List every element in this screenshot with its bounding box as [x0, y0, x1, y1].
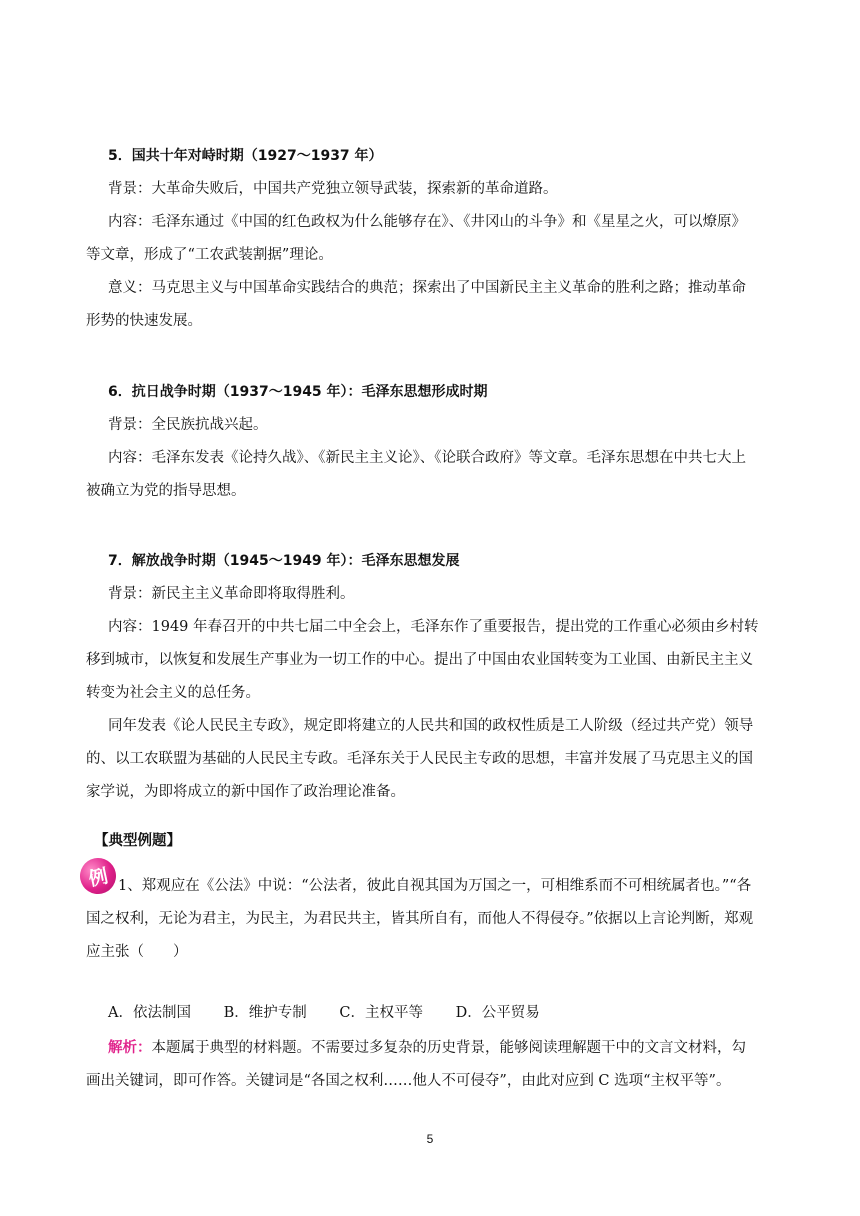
section-7-content-line2: 移到城市，以恢复和发展生产事业为一切工作的中心。提出了中国由农业国转变为工业国、由新民主主义 — [86, 652, 753, 668]
example-badge-icon: 例 — [77, 855, 120, 898]
section-7 — [86, 545, 788, 809]
section-7-content-line1: 内容：1949 年春召开的中共七届二中全会上，毛泽东作了重要报告，提出党的工作重心必须由乡村转 — [108, 619, 759, 635]
section-5-significance-line1: 意义：马克思主义与中国革命实践结合的典范；探索出了中国新民主主义革命的胜利之路；推动革命 — [108, 280, 746, 296]
analysis — [86, 1031, 788, 1098]
analysis-line1: 本题属于典型的材料题。不需要过多复杂的历史背景，能够阅读理解题干中的文言文材料，勾 — [151, 1040, 746, 1056]
option-a: A．依法制国 — [108, 1005, 191, 1021]
section-5-content-line2: 等文章，形成了“工农武装割据”理论。 — [86, 247, 333, 263]
question-line3: 应主张（ ） — [86, 944, 188, 960]
section-7-paragraph-line3: 家学说，为即将成立的新中国作了政治理论准备。 — [86, 784, 405, 800]
question-line2: 国之权利，无论为君主，为民主，为君民共主，皆其所自有，而他人不得侵夺。”依据以上言论判断，郑观 — [86, 911, 754, 927]
section-6-heading: 6．抗日战争时期（1937～1945 年）：毛泽东思想形成时期 — [108, 384, 488, 400]
section-7-heading: 7．解放战争时期（1945～1949 年）：毛泽东思想发展 — [108, 553, 460, 569]
section-7-background: 背景：新民主主义革命即将取得胜利。 — [108, 586, 355, 602]
option-d: D．公平贸易 — [455, 1005, 540, 1021]
section-5 — [86, 140, 788, 338]
page-number: 5 — [426, 1132, 434, 1146]
analysis-label: 解析： — [108, 1039, 152, 1056]
section-6-background: 背景：全民族抗战兴起。 — [108, 417, 268, 433]
section-5-background: 背景：大革命失败后，中国共产党独立领导武装，探索新的革命道路。 — [108, 181, 558, 197]
analysis-line2: 画出关键词，即可作答。关键词是“各国之权利……他人不可侵夺”，由此对应到 C 选项“主权平等”。 — [86, 1073, 731, 1089]
example-question — [86, 870, 788, 969]
section-6-content-line1: 内容：毛泽东发表《论持久战》、《新民主主义论》、《论联合政府》等文章。毛泽东思想在中共七大上 — [108, 450, 746, 466]
section-7-paragraph-line1: 同年发表《论人民民主专政》，规定即将建立的人民共和国的政权性质是工人阶级（经过共产党）领导 — [108, 718, 754, 734]
section-6-content-line2: 被确立为党的指导思想。 — [86, 483, 246, 499]
answer-options — [108, 997, 568, 1030]
section-5-heading: 5．国共十年对峙时期（1927～1937 年） — [108, 148, 383, 164]
option-c: C．主权平等 — [339, 1005, 423, 1021]
section-7-content-line3: 转变为社会主义的总任务。 — [86, 685, 260, 701]
question-line1: 1、郑观应在《公法》中说：“公法者，彼此自视其国为万国之一，可相维系而不可相统属者也。”“各 — [118, 878, 752, 894]
section-5-content-line1: 内容：毛泽东通过《中国的红色政权为什么能够存在》、《井冈山的斗争》和《星星之火，可以燎原》 — [108, 214, 746, 230]
option-b: B．维护专制 — [223, 1005, 307, 1021]
section-6 — [86, 376, 788, 508]
section-5-significance-line2: 形势的快速发展。 — [86, 313, 202, 329]
section-7-paragraph-line2: 的、以工农联盟为基础的人民民主专政。毛泽东关于人民民主专政的思想，丰富并发展了马克思主义的国 — [86, 751, 753, 767]
example-heading: 【典型例题】 — [94, 833, 181, 849]
